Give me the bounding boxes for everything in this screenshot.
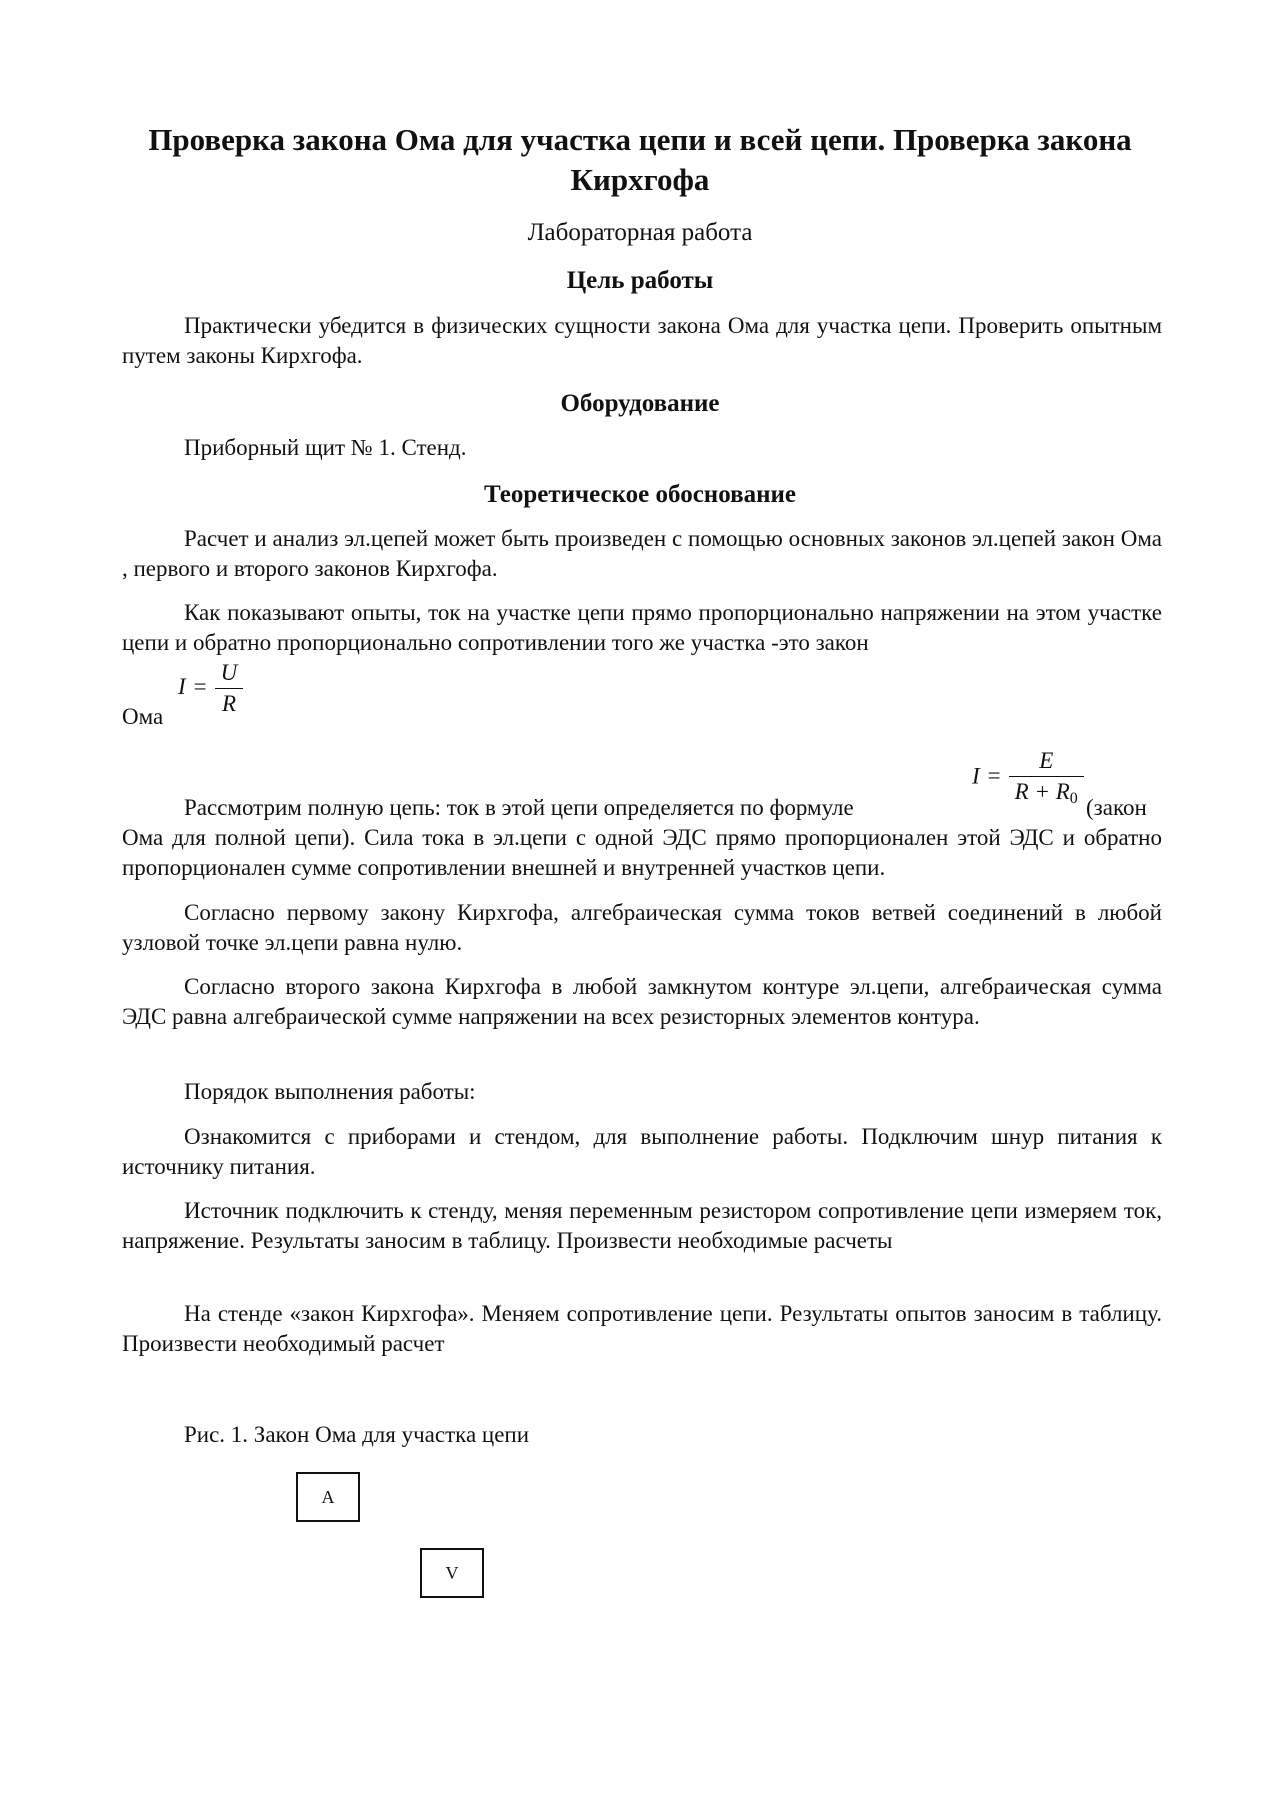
paragraph-theory-2: Как показывают опыты, ток на участке цепи прямо пропорционально напряжении на этом участке цепи и обратно пропорционально сопротивлении того же участка -это закон [122, 600, 1162, 655]
paragraph-theory-4: Согласно первому закону Кирхгофа, алгебраическая сумма токов ветвей соединений в любой узловой точке эл.цепи равна нулю. [122, 900, 1162, 955]
paragraph-theory-7: Ознакомится с приборами и стендом, для выполнение работы. Подключим шнур питания к источнику питания. [122, 1124, 1162, 1179]
formula-ohm-full [972, 748, 1084, 808]
paragraph-theory-3-mid: (закон [1086, 795, 1147, 820]
paragraph-theory-2-tail: Ома [122, 704, 164, 729]
formula-ohm-segment [178, 660, 243, 717]
paragraph-theory-8: Источник подключить к стенду, меняя переменным резистором сопротивление цепи измеряем ток, напряжение. Результаты заносим в таблицу. Произвести необходимые расчеты [122, 1198, 1162, 1253]
paragraph-equipment: Приборный щит № 1. Стенд. [184, 435, 467, 460]
document-subtitle: Лабораторная работа [527, 219, 753, 246]
formula-full-fraction [1009, 748, 1084, 808]
voltmeter-box: V [420, 1548, 484, 1598]
formula-ohm-eq: = [193, 673, 207, 699]
formula-ohm-denominator: R [221, 691, 236, 716]
paragraph-theory-1: Расчет и анализ эл.цепей может быть произведен с помощью основных законов эл.цепей закон Ома , первого и второго законов Кирхгофа. [122, 526, 1162, 581]
paragraph-theory-3-start: Рассмотрим полную цепь: ток в этой цепи определяется по формуле [184, 795, 854, 820]
formula-full-lhs: I [972, 763, 980, 789]
heading-theory: Теоретическое обоснование [484, 481, 796, 508]
ammeter-box: A [296, 1472, 360, 1522]
formula-ohm-numerator: U [215, 660, 244, 689]
formula-full-den-sub: 0 [1069, 790, 1078, 807]
paragraph-theory-5: Согласно второго закона Кирхгофа в любой замкнутом контуре эл.цепи, алгебраическая сумма ЭДС равна алгебраической сумме напряжении на всех резисторных элементов контура. [122, 974, 1162, 1029]
figure-caption: Рис. 1. Закон Ома для участка цепи [184, 1422, 530, 1447]
heading-goal: Цель работы [566, 267, 714, 294]
formula-full-den-main: R + R [1014, 779, 1070, 804]
document-title: Проверка закона Ома для участка цепи и всей цепи. Проверка закона Кирхгофа [148, 122, 1132, 197]
formula-ohm-fraction [215, 660, 244, 717]
paragraph-goal: Практически убедится в физических сущности закона Ома для участка цепи. Проверить опытным путем законы Кирхгофа. [122, 313, 1162, 368]
formula-ohm-lhs: I [178, 673, 186, 699]
formula-full-denominator [1009, 777, 1084, 808]
heading-equipment: Оборудование [560, 390, 720, 417]
paragraph-theory-9: На стенде «закон Кирхгофа». Меняем сопротивление цепи. Результаты опытов заносим в таблицу. Произвести необходимый расчет [122, 1301, 1162, 1356]
formula-full-eq: = [987, 763, 1001, 789]
paragraph-theory-6: Порядок выполнения работы: [184, 1079, 476, 1104]
paragraph-theory-3-rest: Ома для полной цепи). Сила тока в эл.цепи с одной ЭДС прямо пропорционален этой ЭДС и обратно пропорционален сумме сопротивлении внешней и внутренней участков цепи. [122, 825, 1162, 880]
formula-full-numerator: E [1009, 748, 1084, 777]
